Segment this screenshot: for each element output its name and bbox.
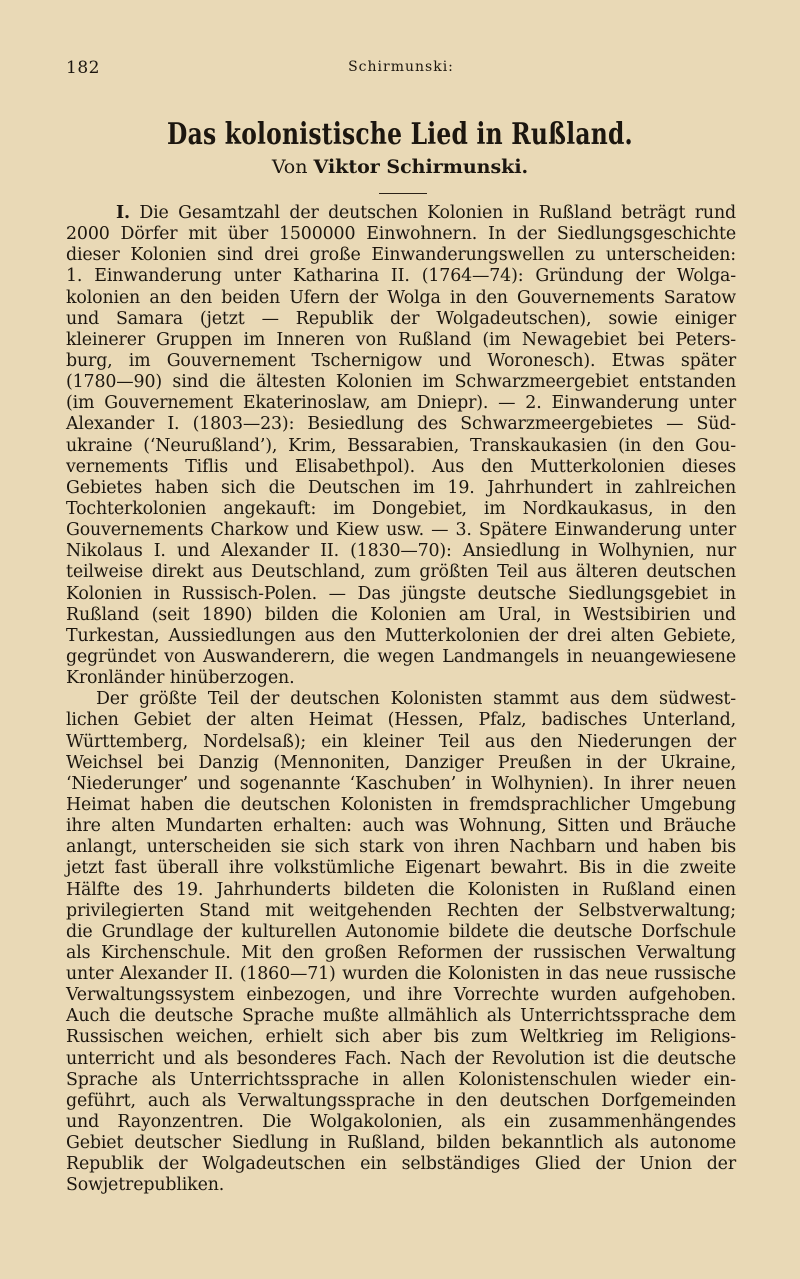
paragraph-line: lichen Gebiet der alten Heimat (Hessen, Pfalz, badisches Unterland, bbox=[66, 710, 736, 731]
paragraph-line: Hälfte des 19. Jahrhunderts bildeten die Kolonisten in Rußland einen bbox=[66, 879, 736, 900]
running-header bbox=[66, 58, 736, 82]
paragraph-line: kleinerer Gruppen im Inneren von Rußland (im Newagebiet bei Peters- bbox=[66, 329, 736, 350]
paragraph-line: Rußland (seit 1890) bilden die Kolonien am Ural, in Westsibirien und bbox=[66, 604, 736, 625]
line-text: Die Gesamtzahl der deutschen Kolonien in Rußland beträgt rund bbox=[139, 203, 736, 223]
paragraph-line: Sowjetrepubliken. bbox=[66, 1175, 225, 1196]
paragraph-line: ukraine (‘Neurußland’), Krim, Bessarabien, Transkaukasien (in den Gou- bbox=[66, 435, 736, 456]
byline-prefix: Von bbox=[271, 156, 308, 178]
section-number: I. bbox=[116, 203, 130, 223]
paragraph-line: gegründet von Auswanderern, die wegen Landmangels in neuangewiesene bbox=[66, 646, 736, 667]
paragraph-line bbox=[66, 203, 736, 224]
paragraph-line: ihre alten Mundarten erhalten: auch was Wohnung, Sitten und Bräuche bbox=[66, 816, 736, 837]
paragraph-line: Sprache als Unterrichtssprache in allen Kolonistenschulen wieder ein- bbox=[66, 1069, 736, 1090]
paragraph-line: als Kirchenschule. Mit den großen Reformen der russischen Verwaltung bbox=[66, 942, 736, 963]
paragraph-line: jetzt fast überall ihre volkstümliche Eigenart bewahrt. Bis in die zweite bbox=[66, 858, 736, 879]
paragraph-line: Württemberg, Nordelsaß); ein kleiner Teil aus den Niederungen der bbox=[66, 731, 736, 752]
paragraph-line: Heimat haben die deutschen Kolonisten in fremdsprachlicher Umgebung bbox=[66, 794, 736, 815]
page-number: 182 bbox=[66, 58, 100, 78]
paragraph-line: Weichsel bei Danzig (Mennoniten, Danziger Preußen in der Ukraine, bbox=[66, 752, 736, 773]
paragraph-line: Nikolaus I. und Alexander II. (1830—70): Ansiedlung in Wolhynien, nur bbox=[66, 541, 736, 562]
paragraph-line: 1. Einwanderung unter Katharina II. (1764—74): Gründung der Wolga- bbox=[66, 266, 736, 287]
paragraph-line: Gebiet deutscher Siedlung in Rußland, bilden bekanntlich als autonome bbox=[66, 1133, 736, 1154]
paragraph-line: Tochterkolonien angekauft: im Dongebiet, im Nordkaukasus, in den bbox=[66, 498, 736, 519]
paragraph-line: teilweise direkt aus Deutschland, zum größten Teil aus älteren deutschen bbox=[66, 562, 736, 583]
paragraph-line: die Grundlage der kulturellen Autonomie bildete die deutsche Dorfschule bbox=[66, 921, 736, 942]
title-divider bbox=[379, 193, 427, 194]
paragraph-line: privilegierten Stand mit weitgehenden Rechten der Selbstverwaltung; bbox=[66, 900, 736, 921]
paragraph-line: kolonien an den beiden Ufern der Wolga in den Gouvernements Saratow bbox=[66, 287, 736, 308]
paragraph-line: Turkestan, Aussiedlungen aus den Mutterkolonien der drei alten Gebiete, bbox=[66, 625, 736, 646]
byline bbox=[0, 156, 800, 178]
paragraph-line: Verwaltungssystem einbezogen, und ihre Vorrechte wurden aufgehoben. bbox=[66, 985, 736, 1006]
paragraph-line: Auch die deutsche Sprache mußte allmählich als Unterrichtssprache dem bbox=[66, 1006, 736, 1027]
author-name: Viktor Schirmunski. bbox=[313, 156, 529, 178]
paragraph-line: vernements Tiflis und Elisabethpol). Aus den Mutterkolonien dieses bbox=[66, 456, 736, 477]
body-text bbox=[66, 203, 736, 1197]
paragraph-line: (im Gouvernement Ekaterinoslaw, am Dniepr). — 2. Einwanderung unter bbox=[66, 393, 736, 414]
paragraph-line: Alexander I. (1803—23): Besiedlung des Schwarzmeergebietes — Süd- bbox=[66, 414, 736, 435]
paragraph-line: Gouvernements Charkow und Kiew usw. — 3. Spätere Einwanderung unter bbox=[66, 520, 736, 541]
running-title: Schirmunski: bbox=[348, 59, 454, 75]
paragraph-line: unter Alexander II. (1860—71) wurden die Kolonisten in das neue russische bbox=[66, 964, 736, 985]
paragraph-line: Kronländer hinüberzogen. bbox=[66, 668, 295, 689]
paragraph-line: Kolonien in Russisch-Polen. — Das jüngste deutsche Siedlungsgebiet in bbox=[66, 583, 736, 604]
paragraph-line: Der größte Teil der deutschen Kolonisten stammt aus dem südwest- bbox=[96, 689, 736, 710]
paragraph-line: geführt, auch als Verwaltungssprache in den deutschen Dorfgemeinden bbox=[66, 1090, 736, 1111]
paragraph-line: ‘Niederunger’ und sogenannte ‘Kaschuben’ in Wolhynien). In ihrer neuen bbox=[66, 773, 736, 794]
paragraph-line: burg, im Gouvernement Tschernigow und Woronesch). Etwas später bbox=[66, 350, 736, 371]
paragraph-line: unterricht und als besonderes Fach. Nach der Revolution ist die deutsche bbox=[66, 1048, 736, 1069]
paragraph-line: Gebietes haben sich die Deutschen im 19. Jahrhundert in zahlreichen bbox=[66, 477, 736, 498]
paragraph-line: (1780—90) sind die ältesten Kolonien im Schwarzmeergebiet entstanden bbox=[66, 372, 736, 393]
paragraph-line: und Rayonzentren. Die Wolgakolonien, als ein zusammenhängendes bbox=[66, 1112, 736, 1133]
article-title: Das kolonistische Lied in Rußland. bbox=[167, 117, 633, 152]
paragraph-line: 2000 Dörfer mit über 1500000 Einwohnern. In der Siedlungsgeschichte bbox=[66, 224, 736, 245]
paragraph-line: dieser Kolonien sind drei große Einwanderungswellen zu unterscheiden: bbox=[66, 245, 736, 266]
paragraph-line: und Samara (jetzt — Republik der Wolgadeutschen), sowie einiger bbox=[66, 308, 736, 329]
paragraph-line: anlangt, unterscheiden sie sich stark von ihren Nachbarn und haben bis bbox=[66, 837, 736, 858]
paragraph-line: Republik der Wolgadeutschen ein selbständiges Glied der Union der bbox=[66, 1154, 736, 1175]
paragraph-line: Russischen weichen, erhielt sich aber bis zum Weltkrieg im Religions- bbox=[66, 1027, 736, 1048]
